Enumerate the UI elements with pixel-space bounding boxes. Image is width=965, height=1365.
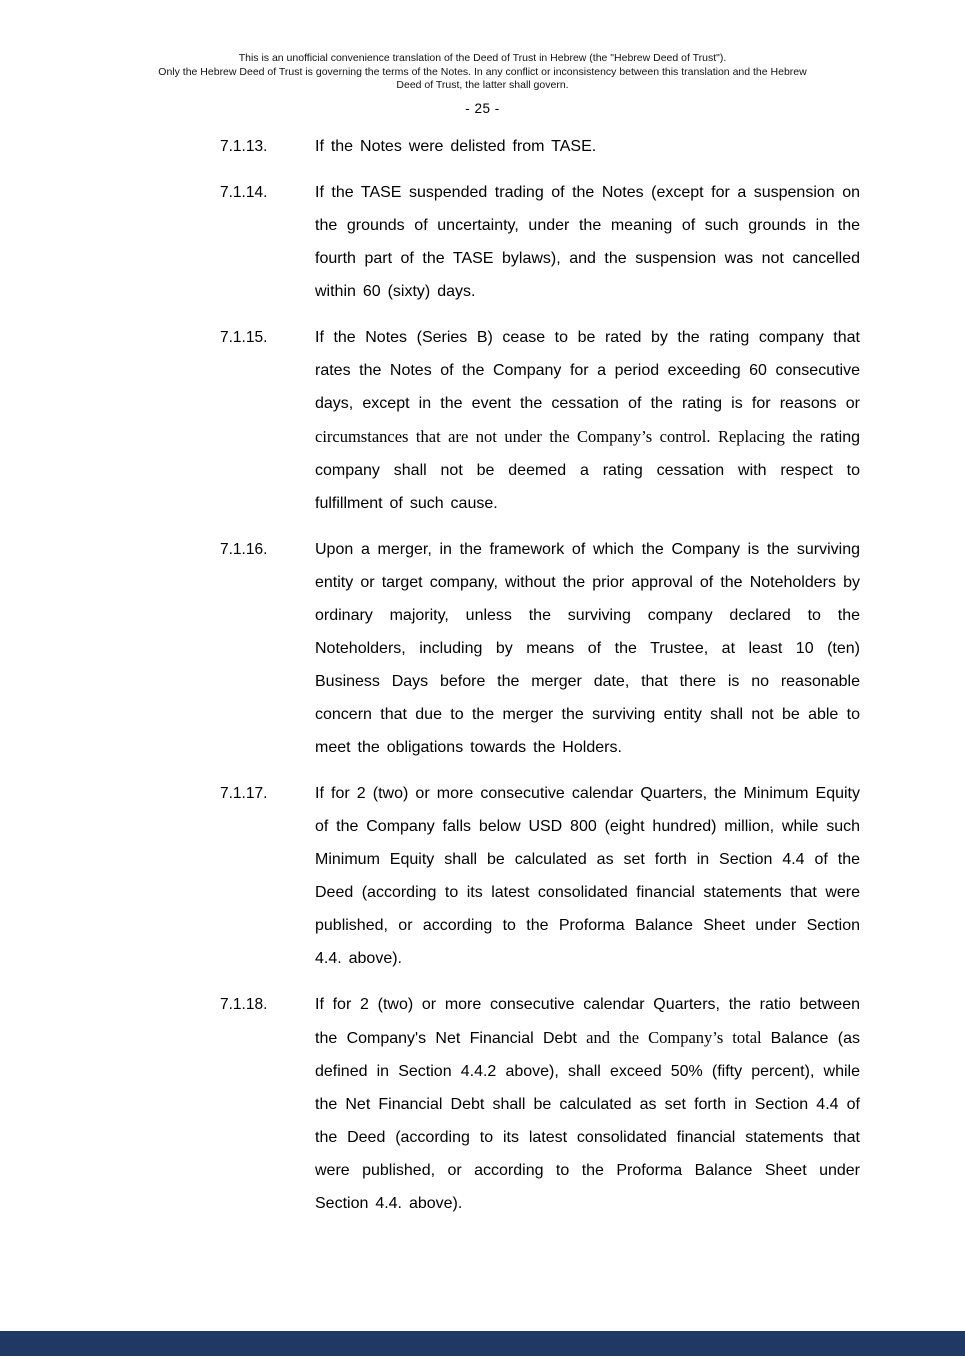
disclaimer-header	[0, 0, 965, 93]
disclaimer-line-2: Only the Hebrew Deed of Trust is governing the terms of the Notes. In any conflict or inconsistency between this translation and the Hebrew	[158, 65, 807, 78]
clause-number: 7.1.17.	[220, 784, 268, 802]
clause-7-1-17	[220, 777, 860, 975]
clause-7-1-15	[220, 321, 860, 520]
clause-list	[0, 130, 965, 1220]
clause-text	[315, 777, 860, 975]
clause-text-segment: If the Notes were delisted from TASE.	[315, 137, 597, 155]
clause-text	[315, 988, 860, 1220]
clause-number: 7.1.13.	[220, 137, 268, 155]
disclaimer-line-3: Deed of Trust, the latter shall govern.	[396, 79, 569, 91]
clause-7-1-18	[220, 988, 860, 1220]
clause-text	[315, 533, 860, 764]
clause-text-segment: If the TASE suspended trading of the Notes (except for a suspension on the grounds of uncertainty, under the meaning of such grounds in the fourth part of the TASE bylaws), and the suspension was not cancelled within 60 (sixty) days.	[315, 183, 860, 300]
clause-text-serif-segment: circumstances that are not under the Company’s control. Replacing the	[315, 426, 820, 446]
clause-text-segment: If the Notes (Series B) cease to be rated by the rating company that rates the Notes of the Company for a period exceeding 60 consecutive days, except in the event the cessation of the rating is for reasons or	[315, 328, 860, 412]
clause-text-segment: If for 2 (two) or more consecutive calendar Quarters, the ratio between the Company's Net Financial Debt	[315, 995, 860, 1047]
page-number: - 25 -	[465, 100, 500, 116]
footer-bar	[0, 1331, 965, 1356]
clause-text-serif-segment: and the Company’s total	[586, 1027, 771, 1047]
clause-7-1-14	[220, 176, 860, 308]
clause-number: 7.1.18.	[220, 995, 268, 1013]
clause-number: 7.1.14.	[220, 183, 268, 201]
clause-text-segment: Balance (as defined in Section 4.4.2 above), shall exceed 50% (fifty percent), while the Net Financial Debt shall be calculated as set forth in Section 4.4 of the Deed (according to its latest consolidated financial statements that were published, or according to the Proforma Balance Sheet under Section 4.4. above).	[315, 1029, 860, 1212]
clause-number: 7.1.16.	[220, 540, 268, 558]
clause-number: 7.1.15.	[220, 328, 268, 346]
clause-text-segment: If for 2 (two) or more consecutive calendar Quarters, the Minimum Equity of the Company falls below USD 800 (eight hundred) million, while such Minimum Equity shall be calculated as set forth in Section 4.4 of the Deed (according to its latest consolidated financial statements that were published, or according to the Proforma Balance Sheet under Section 4.4. above).	[315, 784, 860, 967]
clause-7-1-16	[220, 533, 860, 764]
clause-text	[315, 130, 860, 163]
disclaimer-line-1: This is an unofficial convenience translation of the Deed of Trust in Hebrew (the "Hebrew Deed of Trust").	[238, 52, 727, 64]
clause-text-segment: rating company shall not be deemed a rating cessation with respect to fulfillment of such cause.	[315, 428, 860, 512]
clause-text	[315, 321, 860, 520]
clause-7-1-13	[220, 130, 860, 163]
clause-text	[315, 176, 860, 308]
clause-text-segment: Upon a merger, in the framework of which the Company is the surviving entity or target company, without the prior approval of the Noteholders by ordinary majority, unless the surviving company declared to the Noteholders, including by means of the Trustee, at least 10 (ten) Business Days before the merger date, that there is no reasonable concern that due to the merger the surviving entity shall not be able to meet the obligations towards the Holders.	[315, 540, 860, 756]
